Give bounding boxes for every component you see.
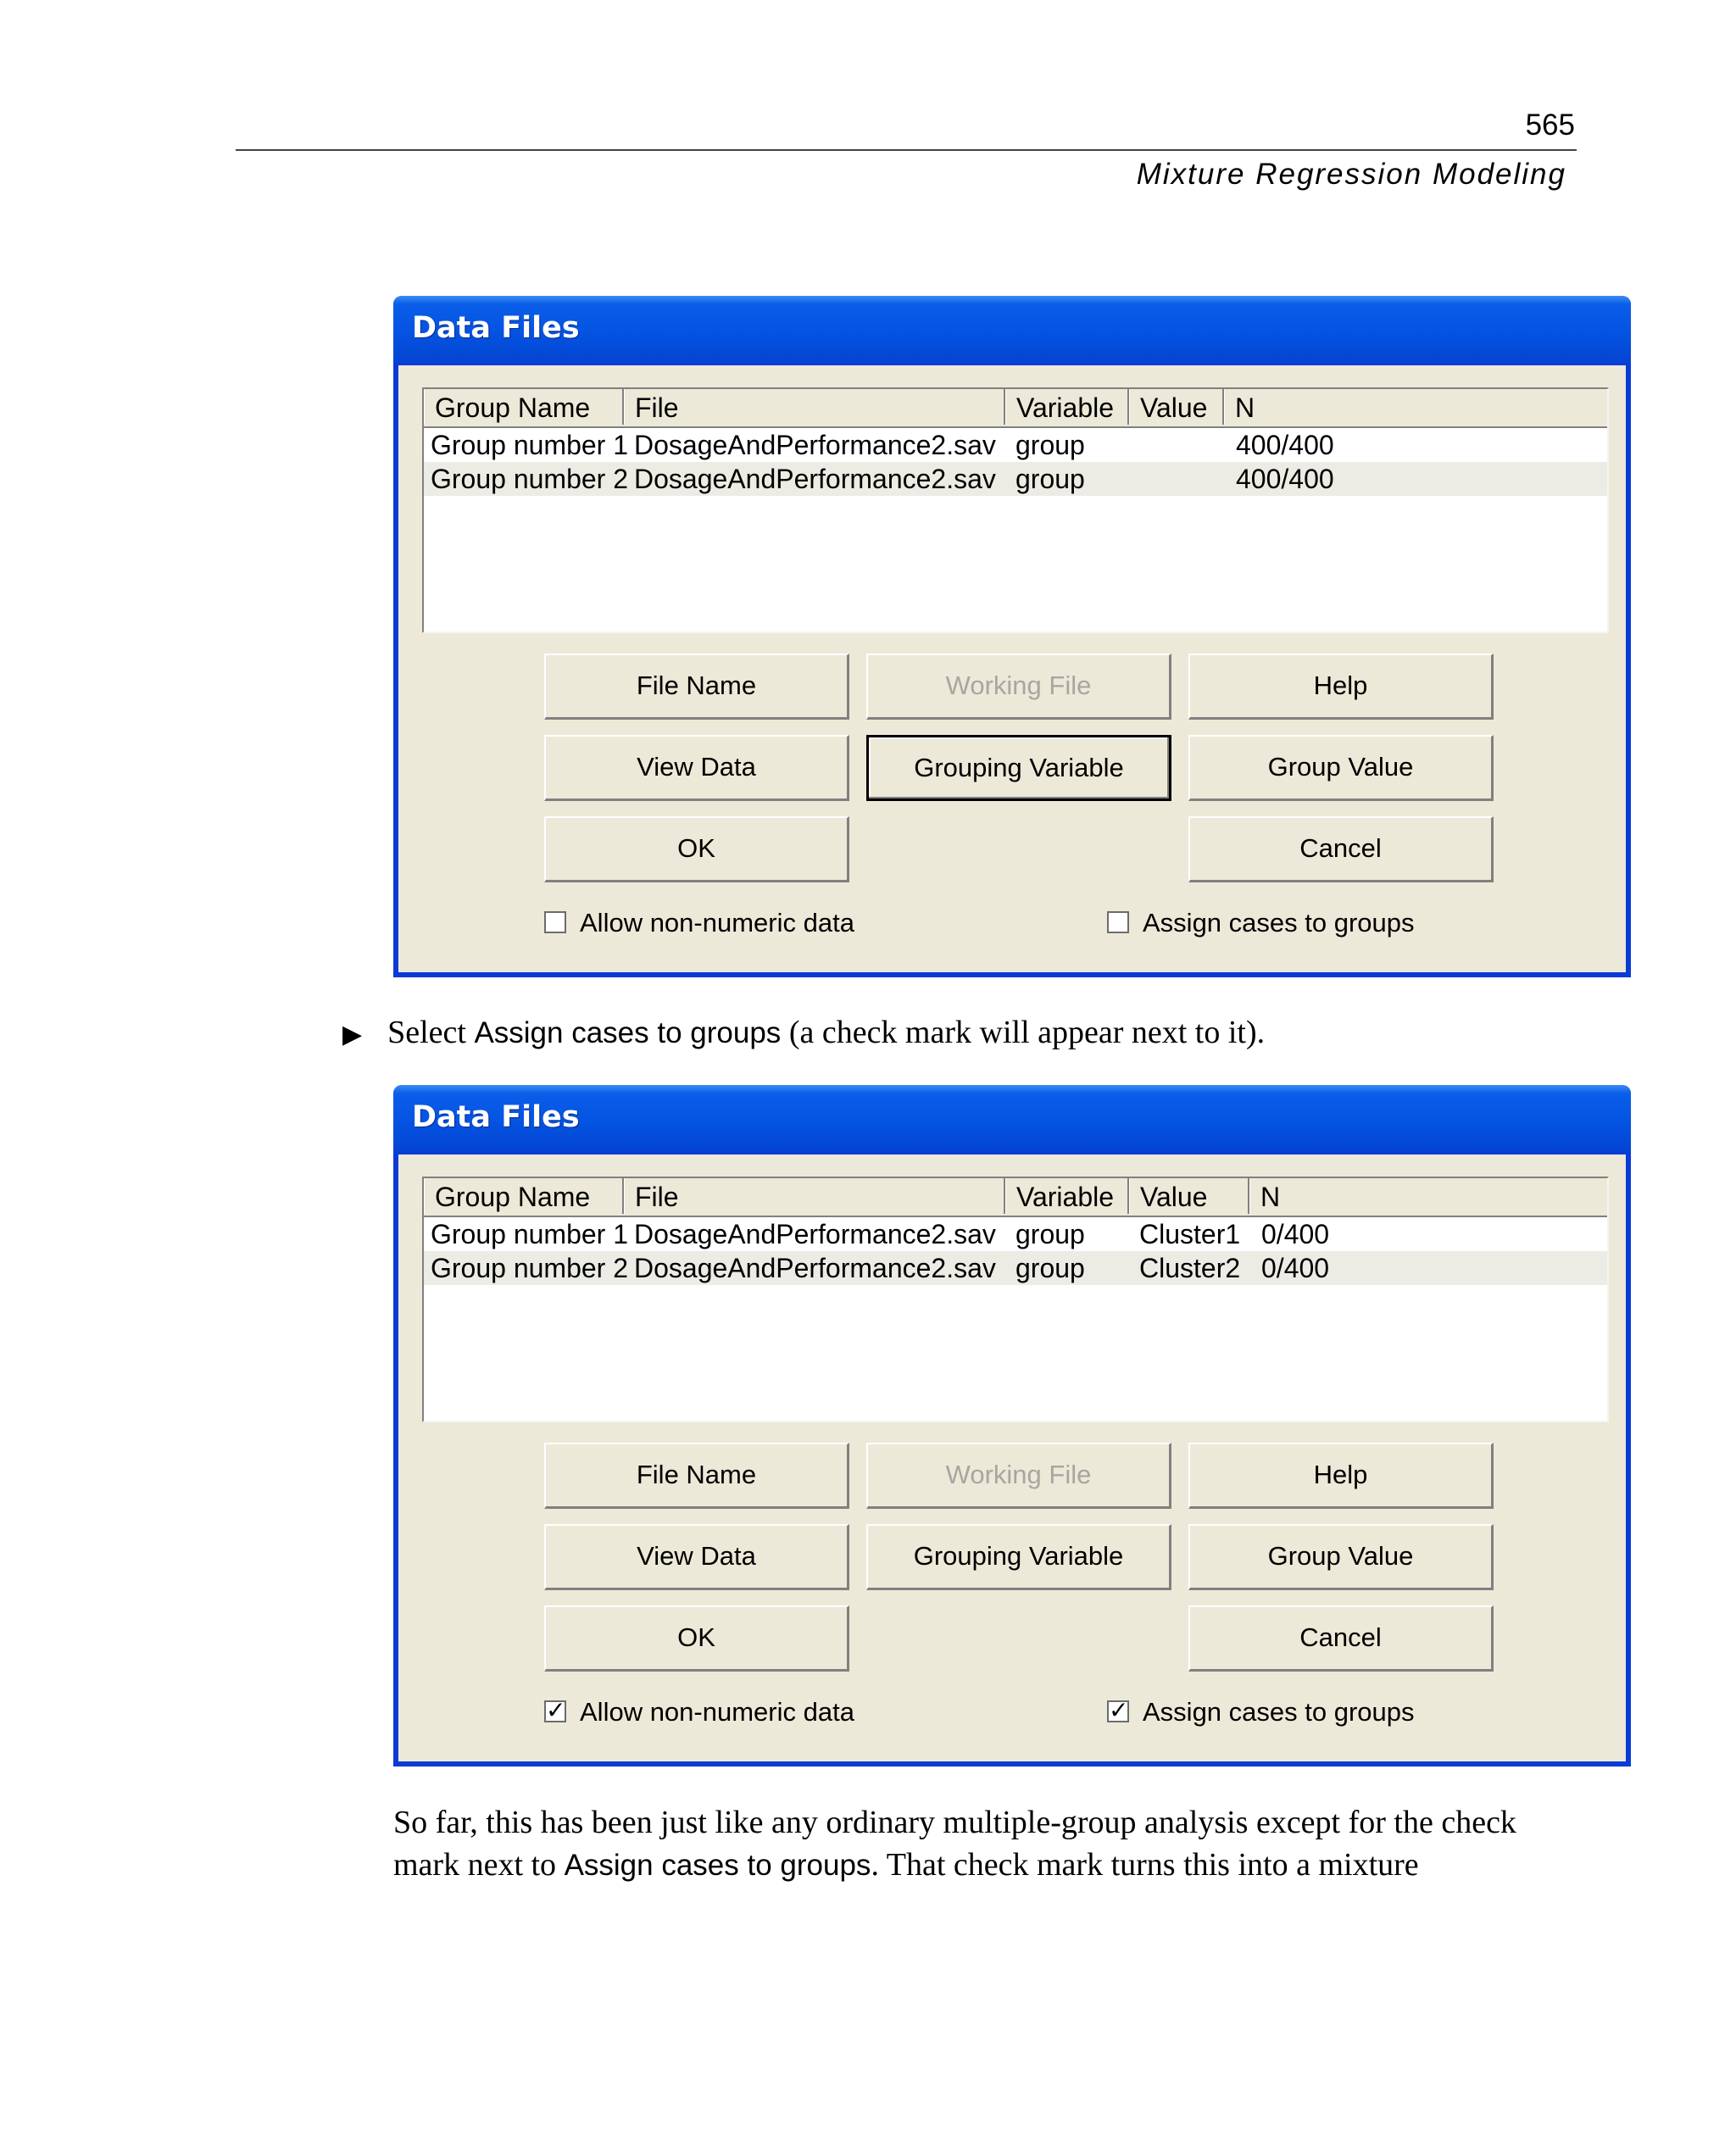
cell-file: DosageAndPerformance2.sav [634,464,996,494]
ok-button[interactable]: OK [544,1605,849,1672]
file-name-button[interactable]: File Name [544,654,849,720]
instruction-text-pre: Select [387,1015,475,1050]
paragraph-line-1: So far, this has been just like any ordinary multiple-group analysis except for the check [393,1805,1516,1840]
cell-file: DosageAndPerformance2.sav [634,1253,996,1283]
ok-button[interactable]: OK [544,816,849,882]
groups-list[interactable] [422,387,1609,633]
column-header-value[interactable]: Value [1129,389,1224,425]
cell-group-name: Group number 1 [431,430,629,460]
column-header-group-name[interactable]: Group Name [424,1178,624,1214]
cell-group-name: Group number 1 [431,1219,629,1249]
checkbox-label: Allow non-numeric data [580,1697,854,1727]
paragraph-line-2-pre: mark next to [393,1847,565,1883]
groups-list[interactable] [422,1177,1609,1422]
cell-variable: group [1015,430,1085,460]
column-header-file[interactable]: File [624,1178,1005,1214]
group-value-button[interactable]: Group Value [1188,1524,1494,1590]
cell-variable: group [1015,1253,1085,1283]
dialog-titlebar[interactable] [393,296,1631,365]
page-number: 565 [1525,108,1575,142]
header-rule [236,149,1577,151]
checkbox-box[interactable] [544,1696,566,1724]
cell-file: DosageAndPerformance2.sav [634,1219,996,1249]
check-mark-icon: ✓ [546,1696,566,1724]
cell-n: 400/400 [1236,464,1334,494]
paragraph-ui-term: Assign cases to groups [564,1849,871,1882]
grouping-variable-button[interactable]: Grouping Variable [866,735,1171,801]
cancel-button[interactable]: Cancel [1188,816,1494,882]
cancel-button[interactable]: Cancel [1188,1605,1494,1672]
list-header [424,389,1607,428]
column-header-n[interactable]: N [1224,389,1609,425]
bullet-arrow-icon: ▶ [342,1020,363,1049]
file-name-button[interactable]: File Name [544,1443,849,1509]
working-file-button: Working File [866,654,1171,720]
help-button[interactable]: Help [1188,1443,1494,1509]
checkbox-label: Allow non-numeric data [580,908,854,938]
table-row[interactable] [424,1217,1607,1251]
grouping-variable-button[interactable]: Grouping Variable [866,1524,1171,1590]
column-header-file[interactable]: File [624,389,1005,425]
cell-n: 0/400 [1261,1253,1330,1283]
instruction-text-post: (a check mark will appear next to it). [781,1015,1266,1050]
dialog-title: Data Files [412,1100,580,1134]
running-head: Mixture Regression Modeling [1136,158,1566,191]
cell-group-name: Group number 2 [431,464,629,494]
table-row[interactable] [424,1251,1607,1285]
data-files-dialog-before [393,296,1631,977]
checkbox-box[interactable] [1107,911,1129,933]
column-header-value[interactable]: Value [1129,1178,1249,1214]
instruction-ui-term: Assign cases to groups [474,1016,782,1049]
checkbox-box[interactable] [544,911,566,933]
working-file-button: Working File [866,1443,1171,1509]
column-header-variable[interactable]: Variable [1005,389,1129,425]
group-value-button[interactable]: Group Value [1188,735,1494,801]
dialog-title: Data Files [412,311,580,345]
view-data-button[interactable]: View Data [544,1524,849,1590]
column-header-variable[interactable]: Variable [1005,1178,1129,1214]
cell-n: 0/400 [1261,1219,1330,1249]
cell-value: Cluster1 [1139,1219,1241,1249]
dialog-titlebar[interactable] [393,1085,1631,1155]
cell-variable: group [1015,464,1085,494]
table-row[interactable] [424,462,1607,496]
data-files-dialog-after [393,1085,1631,1767]
cell-file: DosageAndPerformance2.sav [634,430,996,460]
help-button[interactable]: Help [1188,654,1494,720]
column-header-group-name[interactable]: Group Name [424,389,624,425]
paragraph-line-2-post: . That check mark turns this into a mixture [871,1847,1419,1883]
checkbox-label: Assign cases to groups [1143,908,1415,938]
checkbox-box[interactable] [1107,1696,1129,1724]
column-header-n[interactable]: N [1249,1178,1609,1214]
instruction [342,1014,1614,1051]
cell-n: 400/400 [1236,430,1334,460]
check-mark-icon: ✓ [1109,1696,1129,1724]
body-paragraph [393,1801,1597,1887]
list-header [424,1178,1607,1217]
view-data-button[interactable]: View Data [544,735,849,801]
cell-group-name: Group number 2 [431,1253,629,1283]
cell-value: Cluster2 [1139,1253,1241,1283]
cell-variable: group [1015,1219,1085,1249]
checkbox-label: Assign cases to groups [1143,1697,1415,1727]
table-row[interactable] [424,428,1607,462]
